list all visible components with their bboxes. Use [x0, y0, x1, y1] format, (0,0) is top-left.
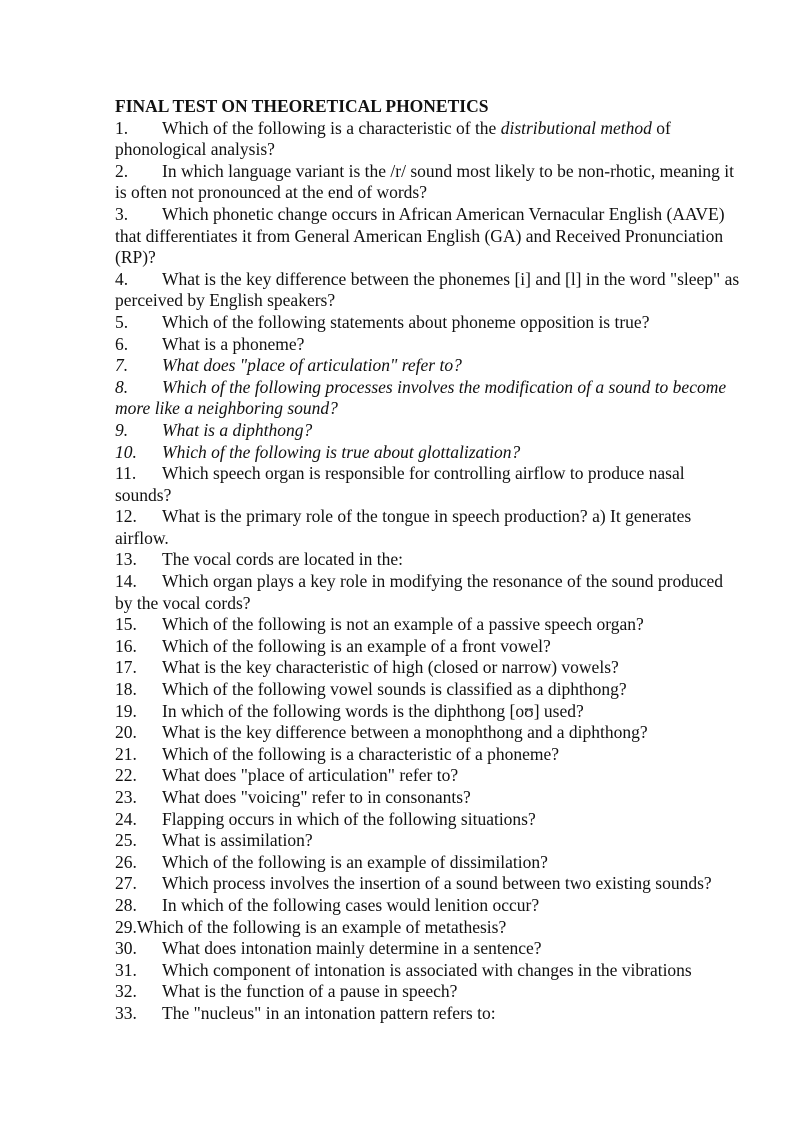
- question-number: 8.: [115, 376, 129, 397]
- question-number: 17.: [115, 657, 137, 678]
- question-number: 21.: [115, 743, 137, 764]
- question-number: 20.: [115, 722, 137, 743]
- question-number: 4.: [115, 268, 129, 289]
- question-number: 14.: [115, 571, 137, 592]
- question-13: [115, 549, 740, 571]
- question-31: [115, 960, 740, 982]
- question-22: [115, 765, 740, 787]
- question-21: [115, 744, 740, 766]
- question-text: What is the key difference between a monophthong and a diphthong?: [162, 722, 648, 743]
- question-number: 30.: [115, 938, 137, 959]
- question-23: [115, 787, 740, 809]
- question-6: [115, 334, 740, 356]
- question-27: [115, 873, 740, 895]
- question-text: What is the key difference between the phonemes [i] and [l] in the word "sleep" as perceived by English speakers?: [115, 268, 740, 311]
- question-12: [115, 506, 740, 549]
- question-text: Flapping occurs in which of the following situations?: [162, 808, 536, 829]
- question-24: [115, 809, 740, 831]
- question-number: 19.: [115, 700, 137, 721]
- question-text: Which process involves the insertion of a sound between two existing sounds?: [162, 873, 712, 894]
- document-title: FINAL TEST ON THEORETICAL PHONETICS: [115, 96, 489, 116]
- question-11: [115, 463, 740, 506]
- question-1: [115, 118, 740, 161]
- question-25: [115, 830, 740, 852]
- question-4: [115, 269, 740, 312]
- question-text: In which of the following cases would lenition occur?: [162, 894, 540, 915]
- question-8: [115, 377, 740, 420]
- question-text: Which of the following vowel sounds is classified as a diphthong?: [162, 679, 627, 700]
- question-19: [115, 701, 740, 723]
- question-32: [115, 981, 740, 1003]
- question-text: In which of the following words is the diphthong [oʊ] used?: [162, 700, 584, 721]
- question-text: What is a phoneme?: [162, 333, 305, 354]
- question-15: [115, 614, 740, 636]
- question-text: What does "place of articulation" refer to?: [162, 765, 459, 786]
- question-7: [115, 355, 740, 377]
- question-text: What is the function of a pause in speech?: [162, 981, 458, 1002]
- question-text: What is the key characteristic of high (closed or narrow) vowels?: [162, 657, 619, 678]
- question-number: 23.: [115, 787, 137, 807]
- question-2: [115, 161, 740, 204]
- question-text: Which of the following is not an example of a passive speech organ?: [162, 614, 644, 635]
- question-text: Which speech organ is responsible for controlling airflow to produce nasal sounds?: [115, 463, 685, 505]
- question-number: 13.: [115, 549, 137, 570]
- question-text: What does "voicing" refer to in consonants?: [162, 787, 471, 807]
- question-text-part: of phonological analysis?: [115, 117, 671, 160]
- question-20: [115, 722, 740, 744]
- question-text-part: Which of the following is a characteristic of the: [162, 117, 501, 138]
- question-text: The "nucleus" in an intonation pattern refers to:: [162, 1002, 496, 1023]
- question-number: 1.: [115, 117, 129, 138]
- question-text: Which of the following is an example of a front vowel?: [162, 635, 551, 656]
- question-number: 5.: [115, 311, 129, 332]
- question-text: What does "place of articulation" refer to?: [162, 355, 462, 376]
- question-number: 10.: [115, 441, 137, 462]
- question-text: Which of the following processes involves the modification of a sound to become more like a neighboring sound?: [115, 376, 727, 419]
- question-number: 26.: [115, 851, 137, 872]
- question-14: [115, 571, 740, 614]
- question-number: 2.: [115, 160, 129, 181]
- question-number: 16.: [115, 635, 137, 656]
- question-33: [115, 1003, 740, 1025]
- question-text: What is a diphthong?: [162, 419, 313, 440]
- question-10: [115, 442, 740, 464]
- question-text: What is the primary role of the tongue in speech production? a) It generates airflow.: [115, 506, 692, 548]
- question-3: [115, 204, 740, 269]
- question-text: What does intonation mainly determine in a sentence?: [162, 938, 542, 959]
- question-5: [115, 312, 740, 334]
- question-number: 3.: [115, 203, 129, 224]
- question-number: 22.: [115, 765, 137, 786]
- question-17: [115, 657, 740, 679]
- question-number: 29.: [115, 916, 137, 937]
- question-text: Which phonetic change occurs in African American Vernacular English (AAVE) that differentiates it from General American English (GA) and Received Pronunciation (RP)?: [115, 203, 725, 268]
- question-9: [115, 420, 740, 442]
- question-26: [115, 852, 740, 874]
- question-text: Which organ plays a key role in modifying the resonance of the sound produced by the vocal cords?: [115, 571, 723, 613]
- question-number: 24.: [115, 808, 137, 829]
- question-number: 12.: [115, 506, 137, 527]
- question-text: Which of the following is a characteristic of a phoneme?: [162, 743, 559, 764]
- question-16: [115, 636, 740, 658]
- question-number: 18.: [115, 679, 137, 700]
- question-29: [115, 917, 740, 939]
- question-number: 7.: [115, 355, 129, 376]
- question-text: Which of the following is an example of metathesis?: [136, 916, 507, 937]
- question-number: 28.: [115, 894, 137, 915]
- question-30: [115, 938, 740, 960]
- question-number: 31.: [115, 959, 137, 980]
- question-text: In which language variant is the /r/ sound most likely to be non-rhotic, meaning it is often not pronounced at the end of words?: [115, 160, 735, 203]
- question-text: Which of the following statements about phoneme opposition is true?: [162, 311, 650, 332]
- question-number: 15.: [115, 614, 137, 635]
- question-number: 33.: [115, 1002, 137, 1023]
- question-number: 32.: [115, 981, 137, 1002]
- question-text: The vocal cords are located in the:: [162, 549, 404, 570]
- question-28: [115, 895, 740, 917]
- question-number: 9.: [115, 419, 129, 440]
- question-text: Which of the following is true about glottalization?: [162, 441, 521, 462]
- question-number: 6.: [115, 333, 129, 354]
- question-emphasis: distributional method: [500, 117, 652, 138]
- question-text: What is assimilation?: [162, 830, 313, 851]
- question-number: 11.: [115, 463, 137, 484]
- question-18: [115, 679, 740, 701]
- question-text: Which of the following is an example of dissimilation?: [162, 851, 548, 872]
- question-text: Which component of intonation is associated with changes in the vibrations: [162, 959, 692, 980]
- question-number: 25.: [115, 830, 137, 851]
- question-number: 27.: [115, 873, 137, 894]
